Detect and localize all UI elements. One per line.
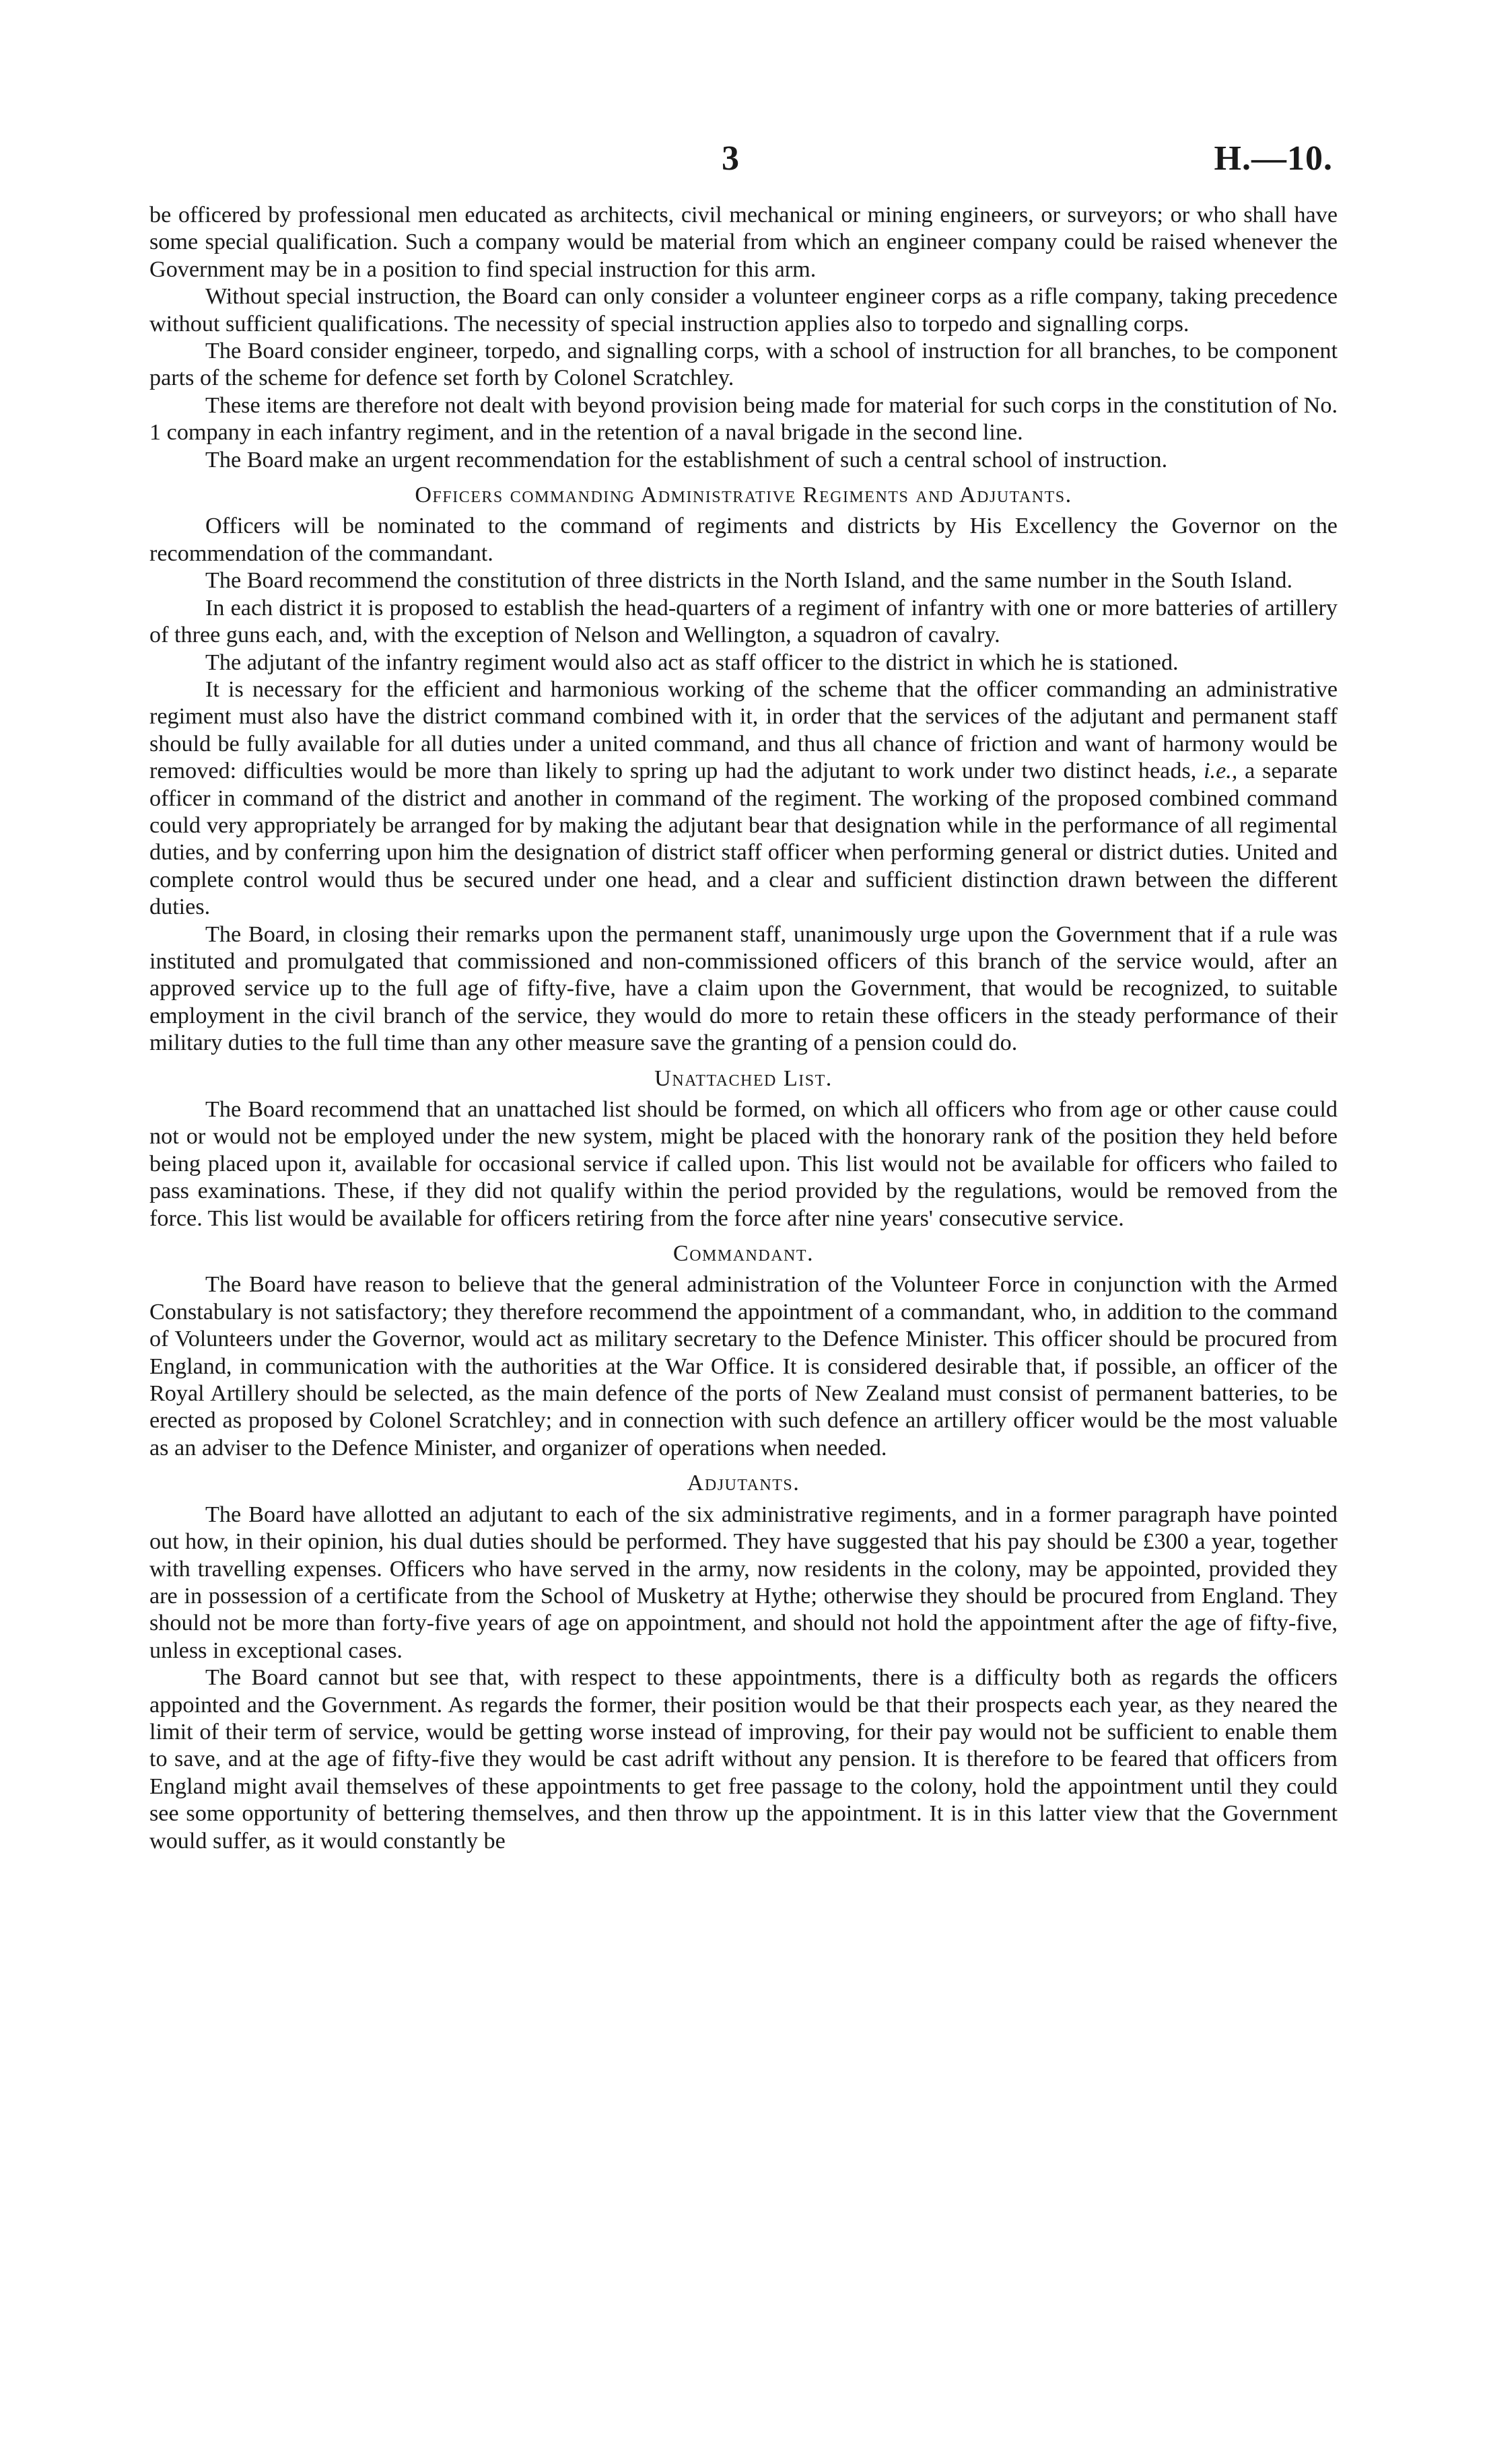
paragraph-combined-command-part-b: a separate officer in command of the district and another in command of the regiment. The working of the proposed combined command could very appropriately be arranged for by making the adjutant bear that designation while in the performance of all regimental duties, and by conferring upon him the designation of district staff officer when performing general or district duties. United and complete control would thus be secured under one head, and a clear and sufficient distinction drawn between the different duties. [149,759,1338,920]
paragraph-central-school: The Board make an urgent recommendation for the establishment of such a central school of instruction. [205,447,1168,472]
paragraph-headquarters: In each district it is proposed to establish the head-quarters of a regiment of infantry with one or more batteries of artillery of three guns each, and, with the exception of Nelson and Wellington, a squadron of cavalry. [149,595,1338,648]
page-number: 3 [722,139,739,178]
ie-abbreviation: i.e., [1204,759,1238,784]
heading-officers-commanding: Officers commanding Administrative Regiments and Adjutants. [415,483,1072,508]
paragraph-adjutant-difficulty: The Board cannot but see that, with respect to these appointments, there is a difficulty both as regards the officers appointed and the Government. As regards the former, their position would be that their prospects each year, as they neared the limit of their term of service, would be getting worse instead of improving, for their pay would not be sufficient to enable them to save, and at the age of fifty-five they would be cast adrift without any pension. It is therefore to be feared that officers from England might avail themselves of these appointments to get free passage to the colony, hold the appointment until they could see some opportunity of bettering themselves, and then throw up the appointment. It is in this latter view that the Government would suffer, as it would constantly be [149,1665,1338,1854]
document-reference: H.—10. [1214,139,1333,178]
heading-adjutants: Adjutants. [687,1471,800,1496]
paragraph-naval-brigade: These items are therefore not dealt with beyond provision being made for material for such corps in the constitution of No. 1 company in each infantry regiment, and in the retention of a naval brigade in the second line. [149,392,1338,446]
body-text [149,202,1338,1855]
heading-unattached-list: Unattached List. [654,1065,833,1091]
paragraph-engineer-company: be officered by professional men educated as architects, civil mechanical or mining engineers, or surveyors; or who shall have some special qualification. Such a company would be material from which an engineer company could be raised whenever the Government may be in a position to find special instruction for this arm. [149,203,1338,282]
paragraph-nomination: Officers will be nominated to the command of regiments and districts by His Excellency the Governor on the recommendation of the commandant. [149,514,1338,566]
paragraph-districts: The Board recommend the constitution of three districts in the North Island, and the same number in the South Island. [205,568,1292,594]
paragraph-component-parts: The Board consider engineer, torpedo, and signalling corps, with a school of instruction for all branches, to be component parts of the scheme for defence set forth by Colonel Scratchley. [149,339,1338,391]
paragraph-combined-command [149,676,1338,921]
paragraph-staff-officer: The adjutant of the infantry regiment would also act as staff officer to the district in which he is stationed. [205,649,1179,675]
paragraph-permanent-staff: The Board, in closing their remarks upon the permanent staff, unanimously urge upon the Government that if a rule was instituted and promulgated that commissioned and non-commissioned officers of this branch of the service would, after an approved service up to the full age of fifty-five, have a claim upon the Government, that would be recognized, to suitable employment in the civil branch of the service, they would do more to retain these officers in the steady performance of their military duties to the full time than any other measure save the granting of a pension could do. [149,921,1338,1056]
paragraph-commandant: The Board have reason to believe that the general administration of the Volunteer Force in conjunction with the Armed Constabulary is not satisfactory; they therefore recommend the appointment of a commandant, who, in addition to the command of Volunteers under the Governor, would act as military secretary to the Defence Minister. This officer should be procured from England, in communication with the authorities at the War Office. It is considered desirable that, if possible, an officer of the Royal Artillery should be selected, as the main defence of the ports of New Zealand must consist of permanent batteries, to be erected as proposed by Colonel Scratchley; and in connection with such defence an artillery officer would be the most valuable as an adviser to the Defence Minister, and organizer of operations when needed. [149,1272,1338,1460]
paragraph-unattached-list: The Board recommend that an unattached list should be formed, on which all officers who from age or other cause could not or would not be employed under the new system, might be placed with the honorary rank of the position they held before being placed upon it, available for occasional service if called upon. This list would not be available for officers who failed to pass examinations. These, if they did not qualify within the period provided by the regulations, would be removed from the force. This list would be available for officers retiring from the force after nine years' consecutive service. [149,1097,1338,1231]
paragraph-combined-command-part-a: It is necessary for the efficient and harmonious working of the scheme that the officer commanding an administrative regiment must also have the district command combined with it, in order that the services of the adjutant and permanent staff should be fully available for all duties under a united command, and thus all chance of friction and want of harmony would be removed: difficulties would be more than likely to spring up had the adjutant to work under two distinct heads, [149,676,1338,784]
paragraph-special-instruction: Without special instruction, the Board can only consider a volunteer engineer corps as a rifle company, taking precedence without sufficient qualifications. The necessity of special instruction applies also to torpedo and signalling corps. [149,284,1338,337]
paragraph-adjutant-pay: The Board have allotted an adjutant to each of the six administrative regiments, and in a former paragraph have pointed out how, in their opinion, his dual duties should be performed. They have suggested that his pay should be £300 a year, together with travelling expenses. Officers who have served in the army, now residents in the colony, may be appointed, provided they are in possession of a certificate from the School of Musketry at Hythe; otherwise they should be procured from England. They should not be more than forty-five years of age on appointment, and should not hold the appointment after the age of fifty-five, unless in exceptional cases. [149,1502,1338,1663]
heading-commandant: Commandant. [672,1241,815,1267]
